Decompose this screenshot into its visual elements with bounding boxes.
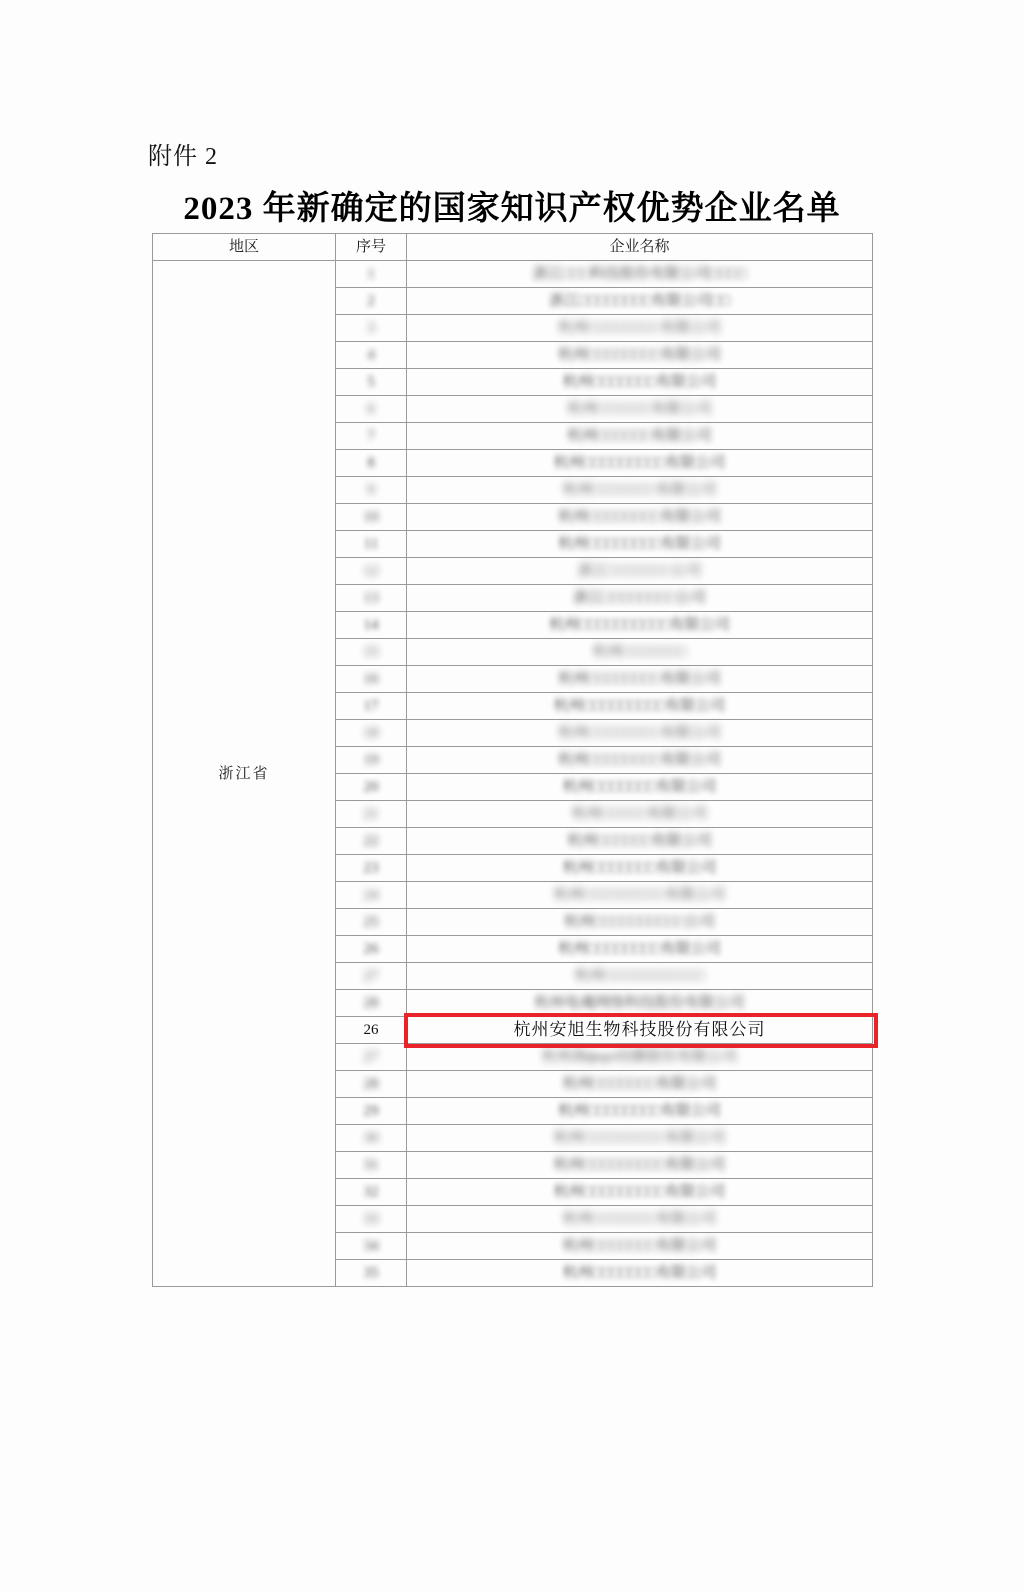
enterprise-name-cell: 杭州□□□□□□□□有限公司	[407, 342, 873, 369]
row-index-cell: 25	[336, 909, 407, 936]
enterprise-name-cell: 杭州□□□□□□□有限公司	[407, 1206, 873, 1233]
row-index-cell: 3	[336, 315, 407, 342]
row-index-cell: 19	[336, 747, 407, 774]
enterprise-list-table	[152, 233, 873, 1287]
enterprise-name-cell: 杭州□□□□□□□□□□□	[407, 963, 873, 990]
enterprise-name-cell: 杭州□□□□□□□□□□公司	[407, 909, 873, 936]
enterprise-list-table-wrap	[152, 233, 872, 1287]
row-index-cell: 11	[336, 531, 407, 558]
enterprise-name-cell: 杭州□□□□□□□有限公司	[407, 369, 873, 396]
column-header-region: 地区	[153, 234, 336, 261]
enterprise-name-cell: 杭州□□□□□□□有限公司	[407, 1260, 873, 1287]
enterprise-name-cell: 杭州□□□□□□□□有限公司	[407, 504, 873, 531]
enterprise-name-cell: 杭州□□□□□□□	[407, 639, 873, 666]
table-header-row	[153, 234, 873, 261]
row-index-cell: 9	[336, 477, 407, 504]
enterprise-name-cell: 杭州□□□□□□有限公司	[407, 828, 873, 855]
row-index-cell: 32	[336, 1179, 407, 1206]
enterprise-name-cell: 浙江□□□□□□□公司	[407, 558, 873, 585]
enterprise-name-cell: 杭州□□□□□□□□有限公司	[407, 747, 873, 774]
row-index-cell: 6	[336, 396, 407, 423]
enterprise-name-cell: 杭州□□□□□□□有限公司	[407, 1071, 873, 1098]
enterprise-name-cell: 杭州□□□□□□有限公司	[407, 423, 873, 450]
enterprise-name-cell: 杭州□□□□□□□□□有限公司	[407, 1125, 873, 1152]
row-index-cell: 28	[336, 1071, 407, 1098]
row-index-cell: 17	[336, 693, 407, 720]
row-index-cell: 14	[336, 612, 407, 639]
row-index-cell: 30	[336, 1125, 407, 1152]
region-cell: 浙江省	[153, 261, 336, 1287]
row-index-cell: 7	[336, 423, 407, 450]
row-index-cell: 4	[336, 342, 407, 369]
row-index-cell: 26	[336, 936, 407, 963]
row-index-cell: 27	[336, 963, 407, 990]
row-index-cell: 31	[336, 1152, 407, 1179]
enterprise-name-cell: 杭州□□□□□□□□□有限公司	[407, 1152, 873, 1179]
enterprise-name-cell: 杭州电魂网络科技股份有限公司	[407, 990, 873, 1017]
row-index-cell: 22	[336, 828, 407, 855]
enterprise-name-cell: 浙江□□□□□□□□公司	[407, 585, 873, 612]
enterprise-name-cell: 杭州□□□□□有限公司	[407, 801, 873, 828]
row-index-cell: 10	[336, 504, 407, 531]
enterprise-name-cell: 杭州□□□□□□□□有限公司	[407, 315, 873, 342]
row-index-cell: 15	[336, 639, 407, 666]
column-header-index: 序号	[336, 234, 407, 261]
enterprise-name-cell: 杭州□□□□□□□□有限公司	[407, 1098, 873, 1125]
enterprise-name-cell: 浙江□□□科技股份有限公司□□□□	[407, 261, 873, 288]
row-index-cell: 13	[336, 585, 407, 612]
enterprise-name-cell: 杭州□□□□□□□□□有限公司	[407, 693, 873, 720]
enterprise-name-cell: 杭州□□□□□□□□□有限公司	[407, 1179, 873, 1206]
enterprise-name-cell: 杭州□□□□□□□□□□有限公司	[407, 612, 873, 639]
row-index-cell: 33	[336, 1206, 407, 1233]
row-index-cell: 20	[336, 774, 407, 801]
enterprise-name-cell: 杭州□□□□□□有限公司	[407, 396, 873, 423]
row-index-cell: 35	[336, 1260, 407, 1287]
enterprise-name-cell: 杭州□□□□□□□有限公司	[407, 1233, 873, 1260]
enterprise-name-cell: 杭州□□□□□□□□□有限公司	[407, 882, 873, 909]
table-body	[153, 261, 873, 1287]
page-title: 2023 年新确定的国家知识产权优势企业名单	[183, 191, 841, 227]
enterprise-name-cell: 杭州□□□□□□□有限公司	[407, 477, 873, 504]
row-index-cell: 27	[336, 1044, 407, 1071]
row-index-cell: 8	[336, 450, 407, 477]
enterprise-name-cell: 杭州□□□□□□□□有限公司	[407, 531, 873, 558]
enterprise-name-cell: 杭州□□□□□□□□有限公司	[407, 936, 873, 963]
enterprise-name-cell: 浙江□□□□□□□□有限公司□□	[407, 288, 873, 315]
enterprise-name-cell: 杭州□□□□□□□有限公司	[407, 774, 873, 801]
row-index-cell: 34	[336, 1233, 407, 1260]
row-index-cell: 29	[336, 1098, 407, 1125]
row-index-cell: 5	[336, 369, 407, 396]
row-index-cell: 2	[336, 288, 407, 315]
row-index-cell: 24	[336, 882, 407, 909]
row-index-cell: 23	[336, 855, 407, 882]
enterprise-name-cell: 杭州□□□□□□□□有限公司	[407, 666, 873, 693]
attachment-label: 附件 2	[148, 144, 218, 170]
table-row	[153, 261, 873, 288]
row-index-cell: 12	[336, 558, 407, 585]
row-index-cell: 21	[336, 801, 407, 828]
enterprise-name-cell: 杭州□□□□□□□□□有限公司	[407, 450, 873, 477]
row-index-cell: 28	[336, 990, 407, 1017]
enterprise-name-cell: 杭州海ферт结膜股份有限公司	[407, 1044, 873, 1071]
column-header-name: 企业名称	[407, 234, 873, 261]
row-index-cell: 1	[336, 261, 407, 288]
row-index-cell: 26	[336, 1017, 407, 1044]
table-header	[153, 234, 873, 261]
row-index-cell: 18	[336, 720, 407, 747]
enterprise-name-cell: 杭州□□□□□□□有限公司	[407, 855, 873, 882]
row-index-cell: 16	[336, 666, 407, 693]
enterprise-name-cell: 杭州安旭生物科技股份有限公司	[407, 1017, 873, 1044]
enterprise-name-cell: 杭州□□□□□□□□有限公司	[407, 720, 873, 747]
